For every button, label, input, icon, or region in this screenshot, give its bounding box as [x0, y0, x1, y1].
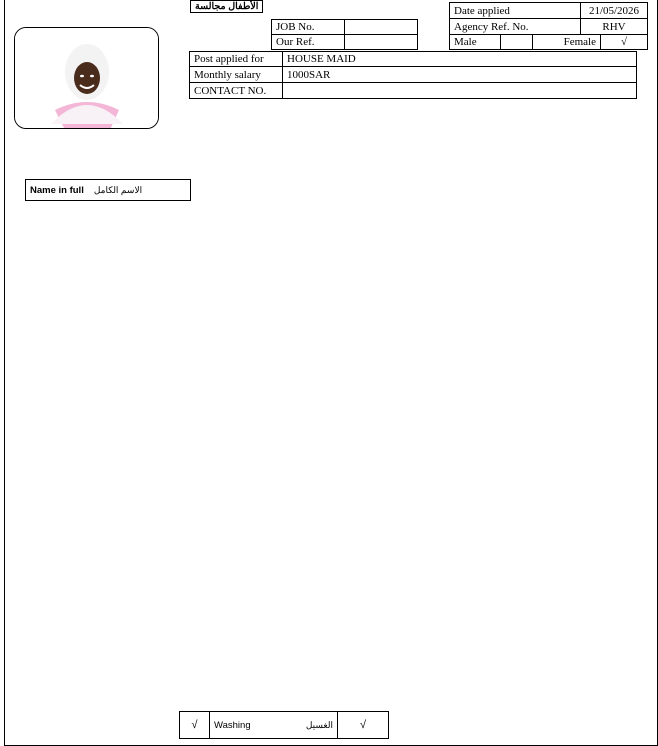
date-applied-label-cell: [449, 2, 581, 19]
female-label: Female: [563, 36, 596, 48]
our-ref-label-cell: [271, 34, 345, 50]
our-ref-label: Our Ref.: [276, 36, 315, 48]
female-checkbox[interactable]: [600, 34, 648, 50]
agency-ref-label-cell: [449, 18, 581, 35]
job-no-value-cell: [344, 19, 418, 35]
job-no-label: JOB No.: [276, 21, 315, 33]
female-label-cell: [532, 34, 601, 50]
monthly-salary-value: 1000SAR: [287, 68, 331, 81]
baby-sitting-check-mark: √: [191, 719, 198, 731]
name-label-cell: [25, 179, 191, 201]
male-label-cell: [449, 34, 501, 50]
post-applied-value: HOUSE MAID: [287, 53, 356, 65]
contact-label-cell: [189, 82, 283, 99]
male-label: Male: [454, 36, 477, 48]
washing-mark-cell: [337, 711, 389, 739]
our-ref-value-cell: [344, 34, 418, 50]
date-applied-label: Date applied: [454, 4, 510, 17]
monthly-salary-value-cell: [282, 66, 637, 83]
agency-ref-value: RHV: [602, 20, 626, 33]
baby-sitting-mark-cell: [179, 711, 210, 739]
washing-label-cell: [209, 711, 338, 739]
monthly-salary-label: Monthly salary: [194, 68, 261, 81]
washing-label: Washing: [214, 719, 251, 731]
agency-ref-label: Agency Ref. No.: [454, 20, 529, 33]
male-checkbox[interactable]: [500, 34, 533, 50]
contact-value-cell: [282, 82, 637, 99]
agency-ref-value-cell: [580, 18, 648, 35]
post-applied-label-cell: [189, 51, 283, 67]
name-value-cell: الأطفال مجالسة: [190, 0, 263, 13]
date-applied-value: 21/05/2026: [588, 4, 640, 17]
name-label-ar: الاسم الكامل: [93, 184, 143, 195]
contact-label: CONTACT NO.: [194, 84, 267, 97]
date-applied-value-cell: [580, 2, 648, 19]
female-check-mark: √: [620, 36, 628, 48]
monthly-salary-label-cell: [189, 66, 283, 83]
job-no-label-cell: [271, 19, 345, 35]
washing-ar: الغسيل: [305, 719, 333, 730]
name-label: Name in full: [30, 184, 84, 196]
washing-check-mark: √: [359, 719, 367, 731]
post-applied-value-cell: [282, 51, 637, 67]
post-applied-label: Post applied for: [194, 53, 264, 65]
headshot-photo: [14, 27, 159, 129]
